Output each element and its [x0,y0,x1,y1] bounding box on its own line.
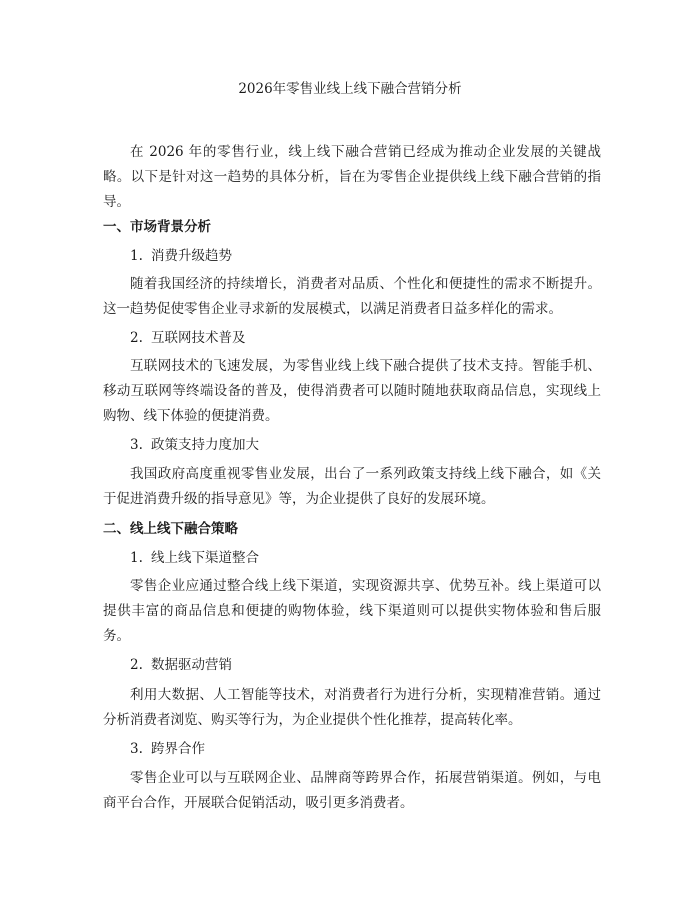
subheading-number: 2. [130,330,143,346]
section-heading-1: 一、市场背景分析 [103,219,211,235]
intro-paragraph: 在 2026 年的零售行业，线上线下融合营销已经成为推动企业发展的关键战略。以下是针对这一趋势的具体分析，旨在为零售企业提供线上线下融合营销的指导。 [103,144,601,210]
subheading-number: 3. [130,741,143,757]
body-paragraph-1-1: 随着我国经济的持续增长，消费者对品质、个性化和便捷性的需求不断提升。这一趋势促使零售企业寻求新的发展模式，以满足消费者日益多样化的需求。 [103,276,601,317]
subheading-2-2 [130,656,232,674]
body-paragraph-2-3: 零售企业可以与互联网企业、品牌商等跨界合作，拓展营销渠道。例如，与电商平台合作，开展联合促销活动，吸引更多消费者。 [103,770,601,811]
subheading-number: 1. [130,248,143,264]
body-paragraph-1-3: 我国政府高度重视零售业发展，出台了一系列政策支持线上线下融合，如《关于促进消费升级的指导意见》等，为企业提供了良好的发展环境。 [103,466,601,507]
body-paragraph-2-2: 利用大数据、人工智能等技术，对消费者行为进行分析，实现精准营销。通过分析消费者浏览、购买等行为，为企业提供个性化推荐，提高转化率。 [103,687,601,728]
subheading-1-3 [130,436,259,454]
document-title: 2026年零售业线上线下融合营销分析 [238,81,462,97]
subheading-number: 1. [130,550,143,566]
subheading-title: 政策支持力度加大 [151,437,259,453]
subheading-title: 数据驱动营销 [151,657,232,673]
subheading-1-2 [130,329,246,347]
subheading-1-1 [130,247,232,265]
subheading-2-1 [130,549,259,567]
subheading-title: 线上线下渠道整合 [151,550,259,566]
subheading-2-3 [130,740,205,758]
subheading-number: 3. [130,437,143,453]
body-paragraph-2-1: 零售企业应通过整合线上线下渠道，实现资源共享、优势互补。线上渠道可以提供丰富的商品信息和便捷的购物体验，线下渠道则可以提供实物体验和售后服务。 [103,578,601,644]
subheading-title: 消费升级趋势 [151,248,232,264]
section-heading-2: 二、线上线下融合策略 [103,521,238,537]
subheading-title: 互联网技术普及 [151,330,246,346]
subheading-number: 2. [130,657,143,673]
subheading-title: 跨界合作 [151,741,205,757]
body-paragraph-1-2: 互联网技术的飞速发展，为零售业线上线下融合提供了技术支持。智能手机、移动互联网等终端设备的普及，使得消费者可以随时随地获取商品信息，实现线上购物、线下体验的便捷消费。 [103,358,601,424]
